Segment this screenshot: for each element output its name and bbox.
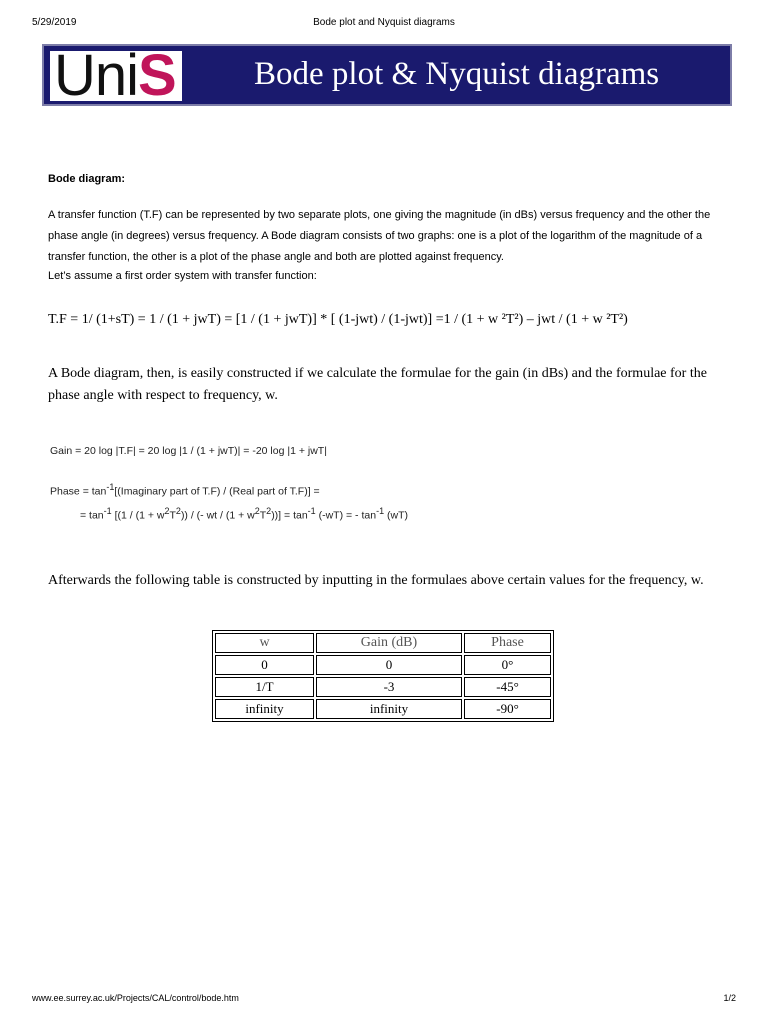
gain-equation: Gain = 20 log |T.F| = 20 log |1 / (1 + jwT)| = -20 log |1 + jwT| (50, 445, 327, 457)
header-phase: Phase (464, 633, 551, 653)
phase2-text-d: )) / (- wt / (1 + w (180, 509, 255, 522)
phase2-sup5: 2 (266, 506, 272, 516)
cell-phase: -90° (464, 699, 551, 719)
phase2-sup6: -1 (307, 506, 316, 516)
intro-paragraph: A transfer function (T.F) can be represented by two separate plots, one giving the magnitude (in dBs) versus frequency and the other the phase angle (in degrees) versus frequency. A Bode diagram consists of two graphs: one is a plot of the logarithm of the magnitude of a transfer function, the other is a plot of the phase angle and both are plotted against frequency. (48, 209, 711, 263)
table-row (215, 677, 551, 697)
phase2-text-a: = tan (80, 509, 104, 522)
cell-w: 1/T (215, 677, 314, 697)
cell-gain: -3 (316, 677, 462, 697)
phase2-sup1: -1 (103, 506, 112, 516)
table-header-row (215, 633, 551, 653)
phase-equation-line-2 (80, 506, 408, 522)
afterwards-paragraph: Afterwards the following table is constructed by inputting in the formulaes above certain values for the frequency, w. (48, 573, 704, 588)
banner-title: Bode plot & Nyquist diagrams (254, 56, 660, 92)
logo-accent: S (138, 51, 176, 101)
phase2-text-f: ))] = tan (271, 509, 308, 522)
cell-gain: 0 (316, 655, 462, 675)
cell-phase: -45° (464, 677, 551, 697)
transfer-function-equation: T.F = 1/ (1+sT) = 1 / (1 + jwT) = [1 / (1 + jwT)] * [ (1-jwt) / (1-jwt)] =1 / (1 + w ²T²) – jwt / (1 + w ²T²) (48, 312, 628, 327)
assume-line: Let’s assume a first order system with transfer function: (48, 270, 317, 282)
phase2-sup2: 2 (164, 506, 170, 516)
header-w: w (215, 633, 314, 653)
phase1-text-a: Phase = tan (50, 485, 107, 498)
logo-main: Uni (54, 51, 139, 101)
cell-w: 0 (215, 655, 314, 675)
header-gain: Gain (dB) (316, 633, 462, 653)
print-title: Bode plot and Nyquist diagrams (313, 17, 455, 28)
phase2-text-b: [(1 / (1 + w (111, 509, 165, 522)
table-row (215, 655, 551, 675)
phase1-text-b: [(Imaginary part of T.F) / (Real part of T.F)] = (114, 485, 320, 498)
phase2-sup3: 2 (175, 506, 181, 516)
footer-url: www.ee.surrey.ac.uk/Projects/CAL/control/bode.htm (32, 993, 239, 1003)
print-date: 5/29/2019 (32, 17, 77, 28)
cell-phase: 0° (464, 655, 551, 675)
logo-text (54, 51, 176, 101)
phase1-sup: -1 (106, 482, 115, 492)
cell-w: infinity (215, 699, 314, 719)
phase2-sup7: -1 (376, 506, 385, 516)
cell-gain: infinity (316, 699, 462, 719)
phase2-text-g: (-wT) = - tan (315, 509, 377, 522)
phase2-text-e: T (259, 509, 267, 522)
unis-logo (50, 51, 182, 101)
banner (42, 44, 732, 106)
phase-equation-line-1 (50, 482, 320, 498)
phase2-text-c: T (169, 509, 176, 522)
footer-page-number: 1/2 (723, 993, 736, 1003)
section-heading: Bode diagram: (48, 173, 126, 185)
frequency-values-table (212, 630, 554, 722)
table-row (215, 699, 551, 719)
phase2-text-h: (wT) (384, 509, 409, 522)
phase2-sup4: 2 (254, 506, 260, 516)
bode-paragraph: A Bode diagram, then, is easily constructed if we calculate the formulae for the gain (in dBs) and the formulae for the phase angle with respect to frequency, w. (48, 366, 707, 403)
